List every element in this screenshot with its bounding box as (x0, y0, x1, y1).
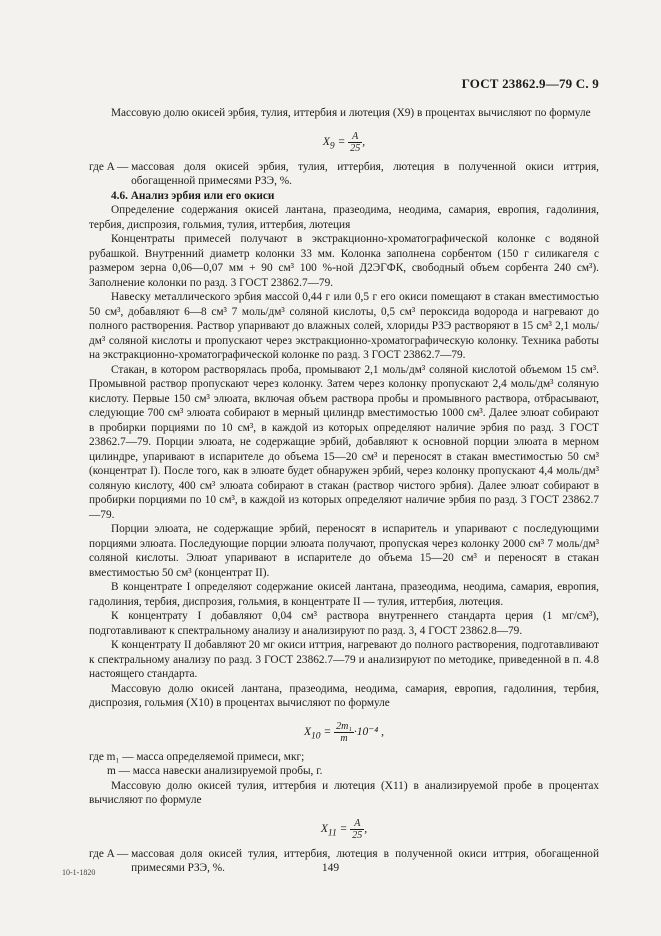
where-label: где A — (89, 847, 129, 860)
formula-lhs: X (303, 725, 312, 738)
paragraph: В концентрате I определяют содержание окисей лантана, празеодима, неодима, самария, европия, гадолиния, тербия, диспрозия, гольмия, в концентрате II — тулия, иттербия, лютеция. (89, 581, 599, 608)
where-clause (89, 750, 599, 765)
formula-lhs-sub: 9 (329, 139, 335, 151)
formula-lhs: X (322, 135, 330, 148)
fraction (350, 818, 364, 841)
paragraph: Стакан, в котором растворялась проба, промывают 2,1 моль/дм³ соляной кислотой объемом 15 см³. Промывной раствор пропускают через колонку. Затем через колонку пропускают 2,4 моль/дм³ соляную кислоту. Первые 150 см³ элюата, включая объем раствора пробы и промывного раствора, отбрасывают, следующие 700 см³ элюата собирают в мерный цилиндр вместимостью 1000 см³. Далее элюат собирают в пробирки порциями по 10 см³, в каждой из которых определяют наличие эрбия по разд. 3 ГОСТ 23862.7—79. Порции элюата, не содержащие эрбий, добавляют к основной порции элюата в мерном цилиндре, упаривают в испарителе до объема 15—20 см³ и переносят в стакан вместимостью 50 см³ (концентрат I). После того, как в элюате будет обнаружен эрбий, через колонку пропускают 4,4 моль/дм³ соляную кислоту, 400 см³ элюата собирают в стакан (раствор чистого эрбия). Далее элюат собирают в пробирки порциями по 10 см³, в каждой из которых определяют наличие эрбия по разд. 3 ГОСТ 23862.7—79. (89, 363, 599, 521)
fraction-numerator: 2m₁ (336, 720, 352, 732)
paragraph: Массовую долю окисей эрбия, тулия, иттербия и лютеция (X9) в процентах вычисляют по формуле (111, 107, 591, 119)
formula-lhs-sub: 11 (327, 826, 337, 838)
fraction-denominator: 25 (352, 829, 363, 841)
where-clause (89, 764, 599, 779)
fraction-denominator: m (340, 732, 348, 744)
formula-x9: $X_9$ = $\frac{A}{25}$ , (322, 130, 366, 154)
paragraph: К концентрату I добавляют 0,04 см³ раствора внутреннего стандарта церия (1 мг/см³), подготавливают к спектральному анализу и анализируют по разд. 3, 4 ГОСТ 23862.8—79. (89, 610, 599, 637)
document-body (89, 106, 599, 876)
where-definition: масса навески анализируемой пробы, г. (132, 765, 323, 777)
where-definition: массовая доля окисей эрбия, тулия, иттербия, лютеция в полученной окиси иттрия, обогащенной примесями РЗЭ, %. (131, 160, 599, 187)
paragraph: Навеску металлического эрбия массой 0,44 г или 0,5 г его окиси помещают в стакан вместимостью 50 см³, добавляют 6—8 см³ 7 моль/дм³ соляной кислоты, 0,5 см³ пероксида водорода и нагревают до полного растворения. Раствор упаривают до влажных солей, хлориды РЗЭ растворяют в 15 см³ 2,1 моль/дм³ соляной кислоты и пропускают через экстракционно-хроматографическую колонку. Техника работы на экстракционно-хроматографической колонке по разд. 3 ГОСТ 23862.7—79. (89, 291, 599, 361)
formula-x11: $X_{11}$ = $\frac{A}{25}$ , (320, 817, 368, 841)
where-label: где A — (89, 160, 129, 173)
where-label: где m₁ — (89, 750, 134, 763)
formula-lhs-sub: 10 (311, 729, 321, 741)
where-clause (89, 160, 599, 189)
where-definition: массовая доля окисей тулия, иттербия, лютеция в полученной окиси иттрия, обогащенной примесями РЗЭ, %. (131, 847, 599, 874)
fraction-numerator: A (348, 131, 362, 143)
where-label: m — (107, 765, 130, 777)
fraction (334, 721, 354, 744)
formula-x10: $X_{10}$ = $\frac{\text{2m₁}}{m}$ ·10⁻⁴ , (303, 720, 385, 744)
paragraph: Массовую долю окисей лантана, празеодима, неодима, самария, европия, гадолиния, тербия, диспрозия, гольмия (X10) в процентах вычисляют по формуле (89, 682, 599, 709)
formula-lhs: X (320, 822, 328, 835)
fraction-numerator: A (350, 818, 364, 830)
paragraph: Определение содержания окисей лантана, празеодима, неодима, самария, европия, гадолиния, тербия, диспрозия, гольмия, тулия, иттербия, лютеция (89, 204, 599, 231)
paragraph: К концентрату II добавляют 20 мг окиси иттрия, нагревают до полного растворения, подготавливают к спектральному анализу по разд. 3 ГОСТ 23862.7—79 и анализируют по методике, приведенной в п. 4.8 настоящего стандарта. (89, 639, 599, 680)
section-heading: 4.6. Анализ эрбия или его окиси (111, 189, 275, 202)
formula-tail: ·10⁻⁴ , (353, 725, 385, 738)
paragraph: Концентраты примесей получают в экстракционно-хроматографической колонке с водяной рубашкой. Внутренний диаметр колонки 33 мм. Колонка заполнена сорбентом (150 г силикагеля с размером зерна 0,06—0,07 мм + 90 см³ 100 %-ной Д2ЭГФК, свободный объем сорбента 240 см³). Заполнение колонки по разд. 3 ГОСТ 23862.7—79. (89, 233, 599, 289)
page-header: ГОСТ 23862.9—79 С. 9 (461, 76, 599, 91)
formula-tail: , (364, 822, 368, 835)
page-number: 149 (321, 862, 340, 874)
print-code: 10-1-1820 (62, 868, 96, 877)
fraction (348, 131, 362, 154)
where-definition: масса определяемой примеси, мкг; (136, 750, 305, 763)
paragraph: Массовую долю окисей тулия, иттербия и лютеция (X11) в анализируемой пробе в процентах вычисляют по формуле (89, 779, 599, 806)
paragraph: Порции элюата, не содержащие эрбий, переносят в испаритель и упаривают с последующими порциями элюата. Последующие порции элюата получают, пропуская через колонку 2000 см³ 7 моль/дм³ соляной кислоты. Элюат упаривают в испарителе до объема 15—20 см³ и переносят в стакан вместимостью 50 см³ (концентрат II). (89, 523, 599, 579)
fraction-denominator: 25 (350, 142, 361, 154)
formula-tail: , (362, 135, 366, 148)
